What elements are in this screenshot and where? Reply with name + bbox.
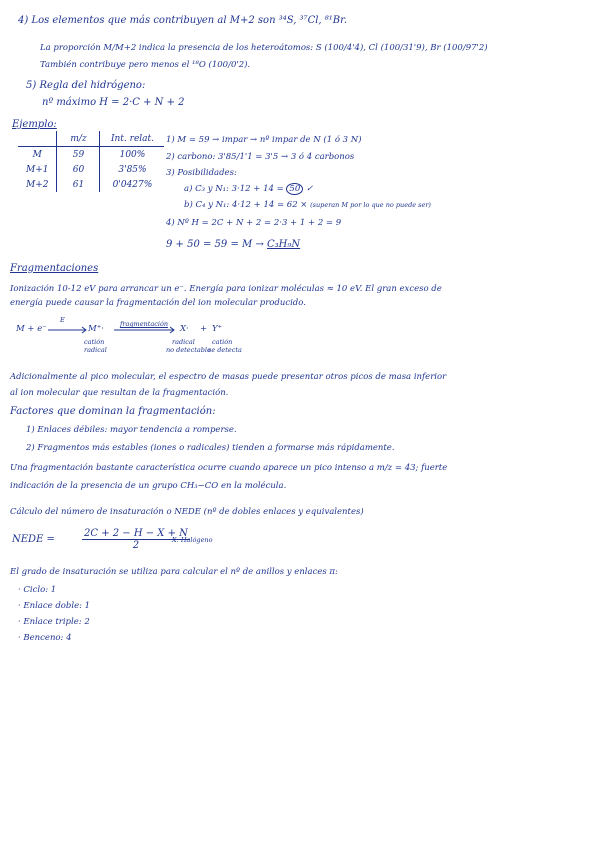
table-row [18,162,164,177]
diagram-plus-sign: + [200,324,208,334]
nede-denominator: 2 [132,540,140,551]
diagram-caption: no detectable [166,346,211,354]
list-item: · Enlace triple: 2 [18,617,90,627]
diagram-cation: Y⁺ [212,324,223,334]
factors-title: Factores que dominan la fragmentación: [10,406,216,417]
diagram-arrow-label: fragmentación [120,320,169,328]
check-mark: ✓ [305,184,314,194]
isotope-table [18,131,164,192]
calc-step-2: 2) carbono: 3'85/1'1 = 3'5 → 3 ó 4 carbonos [166,152,355,162]
circled-result: 50 [286,183,303,195]
table-cell: 60 [57,162,100,177]
calc-3a-expression: a) C₃ y N₁: 3·12 + 14 = [184,184,284,194]
table-header-cell [18,131,57,147]
line-hydrogen-rule: 5) Regla del hidrógeno: [26,80,146,91]
table-cell: 100% [119,149,146,160]
frag-paragraph-2: energía puede causar la fragmentación del ion molecular producido. [10,298,306,308]
calc-3b-expression: b) C₄ y N₁: 4·12 + 14 = 62 × [184,200,308,210]
table-cell: 3'85% [118,164,147,175]
nede-title: Cálculo del número de insaturación o NEDE (nº de dobles enlaces y equivalentes) [10,507,364,517]
nede-note: X: Halógeno [172,536,213,544]
calc-step-3a [184,183,313,196]
unsaturation-paragraph: El grado de insaturación se utiliza para calcular el nº de anillos y enlaces π: [10,567,338,577]
table-header-cell: m/z [57,131,100,147]
line-ratio: La proporción M/M+2 indica la presencia de los heteroátomos: S (100/4'4), Cl (100/31'9), Br (100/97'2) [40,43,488,53]
frag-paragraph-1: Ionización 10-12 eV para arrancar un e⁻. Energía para ionizar moléculas ≈ 10 eV. El gran exceso de [10,284,442,294]
calc-step-3b [184,199,431,212]
calc-5-expression: 9 + 50 = 59 = M → [166,239,264,250]
table-row [18,177,164,192]
table-cell: M [18,147,57,163]
line-oxygen: También contribuye pero menos el ¹⁸O (100/0'2). [40,60,251,70]
frag-paragraph-3: Adicionalmente al pico molecular, el espectro de masas puede presentar otros picos de masa inferior [10,372,447,382]
list-item: · Ciclo: 1 [18,585,57,595]
table-cell: M+2 [18,177,57,192]
line-max-h: nº máximo H = 2·C + N + 2 [42,97,185,108]
list-item: · Benceno: 4 [18,633,72,643]
molecular-formula: C₃H₉N [267,239,301,250]
frag-paragraph-6: indicación de la presencia de un grupo CH₃−CO en la molécula. [10,481,287,491]
fragmentation-title: Fragmentaciones [10,263,99,274]
table-cell: 59 [57,147,100,163]
frag-paragraph-5: Una fragmentación bastante característica ocurre cuando aparece un pico intenso a m/z = 43; fuerte [10,463,448,473]
diagram-reactant: M + e⁻ [16,324,47,334]
calc-step-1: 1) M = 59 → impar → nº impar de N (1 ó 3 N) [166,135,362,145]
example-heading: Ejemplo: [12,119,57,130]
calc-step-3: 3) Posibilidades: [166,168,237,178]
diagram-caption: radical [84,346,107,354]
diagram-caption: se detecta [208,346,242,354]
nede-numerator: 2C + 2 − H − X + N [84,528,188,539]
nede-label: NEDE = [12,534,55,545]
table-header-cell: Int. relat. [100,131,165,147]
frag-paragraph-4: al ion molecular que resultan de la fragmentación. [10,388,229,398]
line-4-heavy-isotopes: 4) Los elementos que más contribuyen al M+2 son ³⁴S, ³⁷Cl, ⁸¹Br. [18,15,348,26]
fragmentation-diagram [16,318,276,366]
calc-step-4: 4) Nº H = 2C + N + 2 = 2·3 + 1 + 2 = 9 [166,218,342,228]
calc-3b-note: (superan M por lo que no puede ser) [310,201,431,209]
table-cell: M+1 [18,162,57,177]
calc-step-5 [166,238,300,251]
table-cell: 0'0427% [112,179,153,190]
table-cell: 61 [57,177,100,192]
diagram-radical: X· [180,324,189,334]
diagram-caption: radical [172,338,195,346]
table-header-row [18,131,164,147]
factor-item-2: 2) Fragmentos más estables (iones o radicales) tienden a formarse más rápidamente. [26,443,395,453]
list-item: · Enlace doble: 1 [18,601,91,611]
diagram-caption: catión [212,338,233,346]
diagram-energy-label: E [60,316,65,324]
factor-item-1: 1) Enlaces débiles: mayor tendencia a romperse. [26,425,237,435]
diagram-radical-cation: M⁺· [88,324,104,334]
diagram-caption: catión [84,338,105,346]
table-row [18,147,164,163]
